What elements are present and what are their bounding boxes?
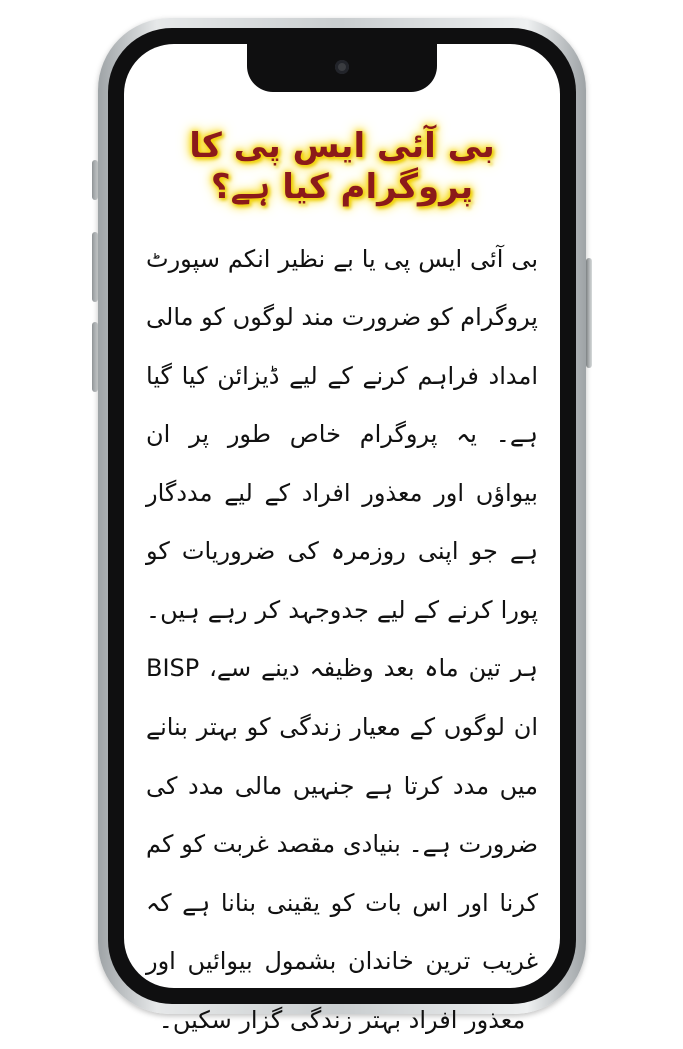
phone-bezel — [108, 28, 576, 1034]
phone-notch — [247, 44, 437, 92]
article-title: بی آئی ایس پی کا پروگرام کیا ہے؟ — [189, 126, 495, 207]
power-button — [586, 258, 592, 368]
phone-frame — [98, 18, 586, 1034]
article-body: بی آئی ایس پی یا بے نظیر انکم سپورٹ پروگرام کو ضرورت مند لوگوں کو مالی امداد فراہم کرنے کے لیے ڈیزائن کیا گیا ہے۔ یہ پروگرام خاص طور پر ان بیواؤں اور معذور افراد کے لیے مددگار ہے جو اپنی روزمرہ کی ضروریات کو پورا کرنے کے لیے جدوجہد کر رہے ہیں۔ ہر تین ماہ بعد وظیفہ دینے سے، BISP ان لوگوں کے معیار زندگی کو بہتر بنانے میں مدد کرتا ہے جنہیں مالی مدد کی ضرورت ہے۔ بنیادی مقصد غربت کو کم کرنا اور اس بات کو یقینی بنانا ہے کہ غریب ترین خاندان بشمول بیوائیں اور معذور افراد بہتر زندگی گزار سکیں۔ — [146, 244, 538, 1034]
front-camera-icon — [335, 60, 349, 74]
phone-screen — [124, 44, 560, 1034]
article — [142, 112, 542, 1034]
